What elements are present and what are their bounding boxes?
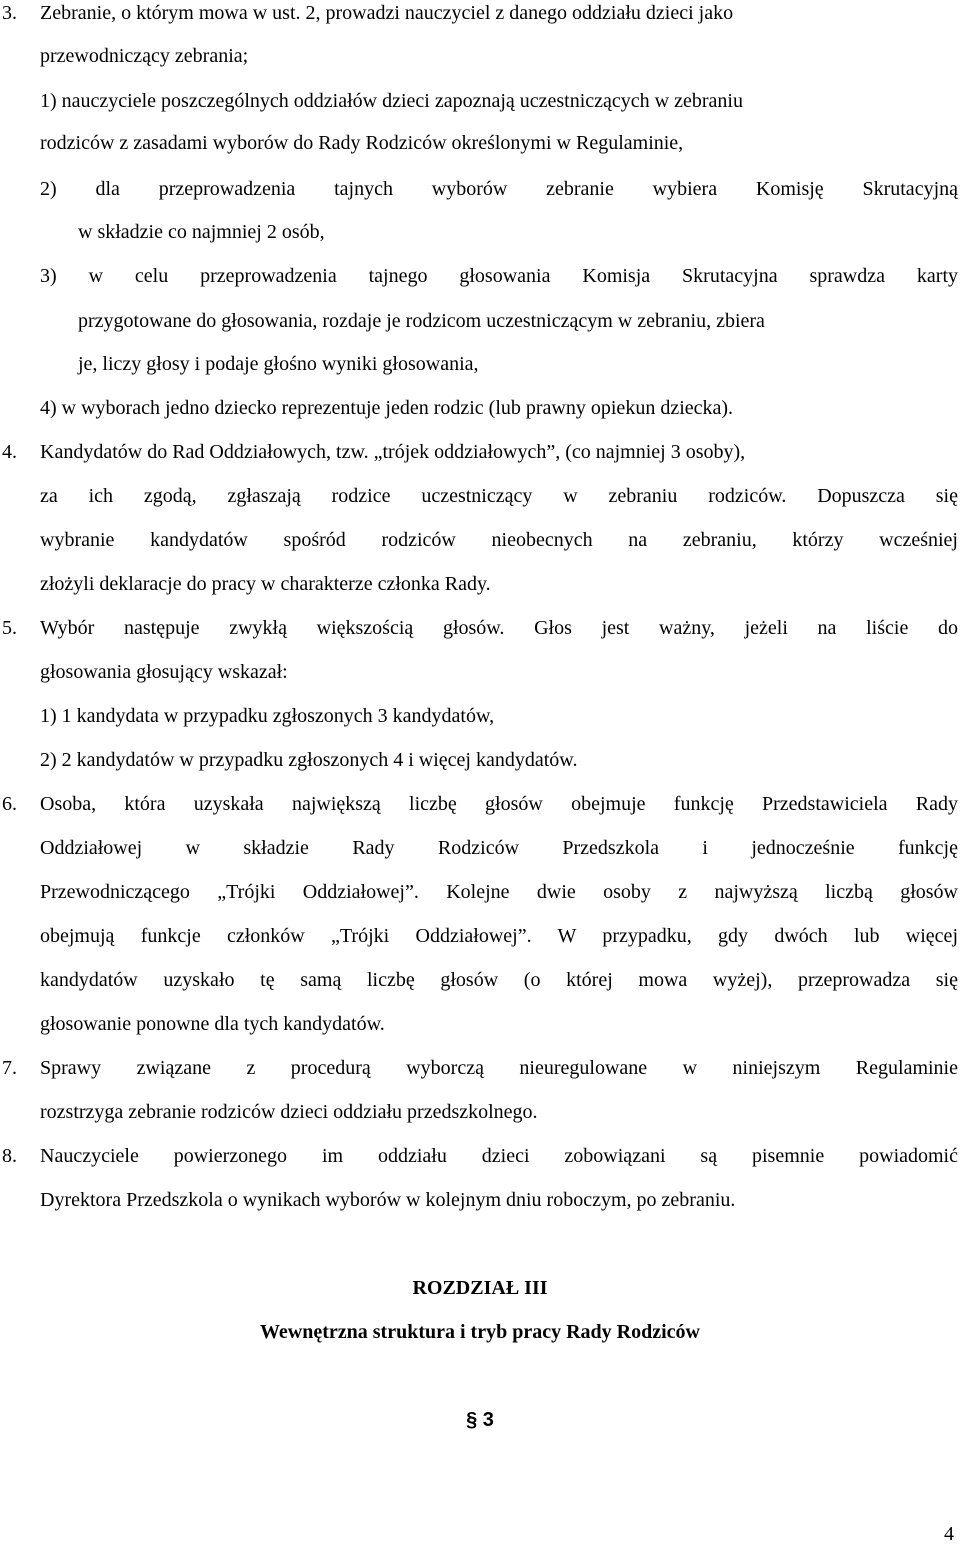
item-number: 7. [2, 1057, 17, 1079]
text-line: 1) nauczyciele poszczególnych oddziałów dzieci zapoznają uczestniczących w zebraniu [40, 90, 743, 112]
item-number: 6. [2, 793, 17, 815]
text-line: rozstrzyga zebranie rodziców dzieci oddziału przedszkolnego. [40, 1101, 538, 1123]
text-line: wybranie kandydatów spośród rodziców nieobecnych na zebraniu, którzy wcześniej [40, 529, 958, 551]
line-text: Nauczyciele powierzonego im oddziału dzieci zobowiązani są pisemnie powiadomić [40, 1145, 958, 1167]
text-line: 1) 1 kandydata w przypadku zgłoszonych 3 kandydatów, [40, 705, 495, 727]
text-line: głosowania głosujący wskazał: [40, 661, 288, 683]
text-line: Przewodniczącego „Trójki Oddziałowej”. Kolejne dwie osoby z najwyższą liczbą głosów [40, 881, 958, 903]
item-number: 5. [2, 617, 17, 639]
text-line: obejmują funkcje członków „Trójki Oddziałowej”. W przypadku, gdy dwóch lub więcej [40, 925, 958, 947]
text-line: 4) w wyborach jedno dziecko reprezentuje jeden rodzic (lub prawny opiekun dziecka). [40, 397, 734, 419]
chapter-title: ROZDZIAŁ III [412, 1277, 548, 1299]
text-line: Oddziałowej w składzie Rady Rodziców Przedszkola i jednocześnie funkcję [40, 837, 958, 859]
text-line: Dyrektora Przedszkola o wynikach wyborów w kolejnym dniu roboczym, po zebraniu. [40, 1189, 736, 1211]
item-number: 4. [2, 441, 17, 463]
page-number: 4 [944, 1523, 954, 1545]
text-line: 2) dla przeprowadzenia tajnych wyborów zebranie wybiera Komisję Skrutacyjną [40, 178, 958, 200]
text-line: 3) w celu przeprowadzenia tajnego głosowania Komisja Skrutacyjna sprawdza karty [40, 265, 958, 287]
line-text: Kandydatów do Rad Oddziałowych, tzw. „trójek oddziałowych”, (co najmniej 3 osoby), [40, 441, 746, 463]
text-line: za ich zgodą, zgłaszają rodzice uczestniczący w zebraniu rodziców. Dopuszcza się [40, 485, 958, 507]
text-line: głosowanie ponowne dla tych kandydatów. [40, 1013, 385, 1035]
item-number: 8. [2, 1145, 17, 1167]
item-number: 3. [2, 2, 17, 24]
text-line: 2) 2 kandydatów w przypadku zgłoszonych 4 i więcej kandydatów. [40, 749, 578, 771]
text-line: je, liczy głosy i podaje głośno wyniki głosowania, [78, 353, 479, 375]
line-text: Wybór następuje zwykłą większością głosów. Głos jest ważny, jeżeli na liście do [40, 617, 958, 639]
line-text: Osoba, która uzyskała największą liczbę głosów obejmuje funkcję Przedstawiciela Rady [40, 793, 958, 815]
text-line: przewodniczący zebrania; [40, 45, 249, 67]
line-text: Zebranie, o którym mowa w ust. 2, prowadzi nauczyciel z danego oddziału dzieci jako [40, 2, 734, 24]
section-number: § 3 [466, 1409, 494, 1431]
text-line: w składzie co najmniej 2 osób, [78, 221, 325, 243]
chapter-subtitle: Wewnętrzna struktura i tryb pracy Rady Rodziców [260, 1321, 700, 1343]
text-line: rodziców z zasadami wyborów do Rady Rodziców określonymi w Regulaminie, [40, 132, 684, 154]
text-line: kandydatów uzyskało tę samą liczbę głosów (o której mowa wyżej), przeprowadza się [40, 969, 958, 991]
text-line: złożyli deklaracje do pracy w charakterze członka Rady. [40, 573, 491, 595]
text-line: przygotowane do głosowania, rozdaje je rodzicom uczestniczącym w zebraniu, zbiera [78, 310, 765, 332]
line-text: Sprawy związane z procedurą wyborczą nieuregulowane w niniejszym Regulaminie [40, 1057, 958, 1079]
